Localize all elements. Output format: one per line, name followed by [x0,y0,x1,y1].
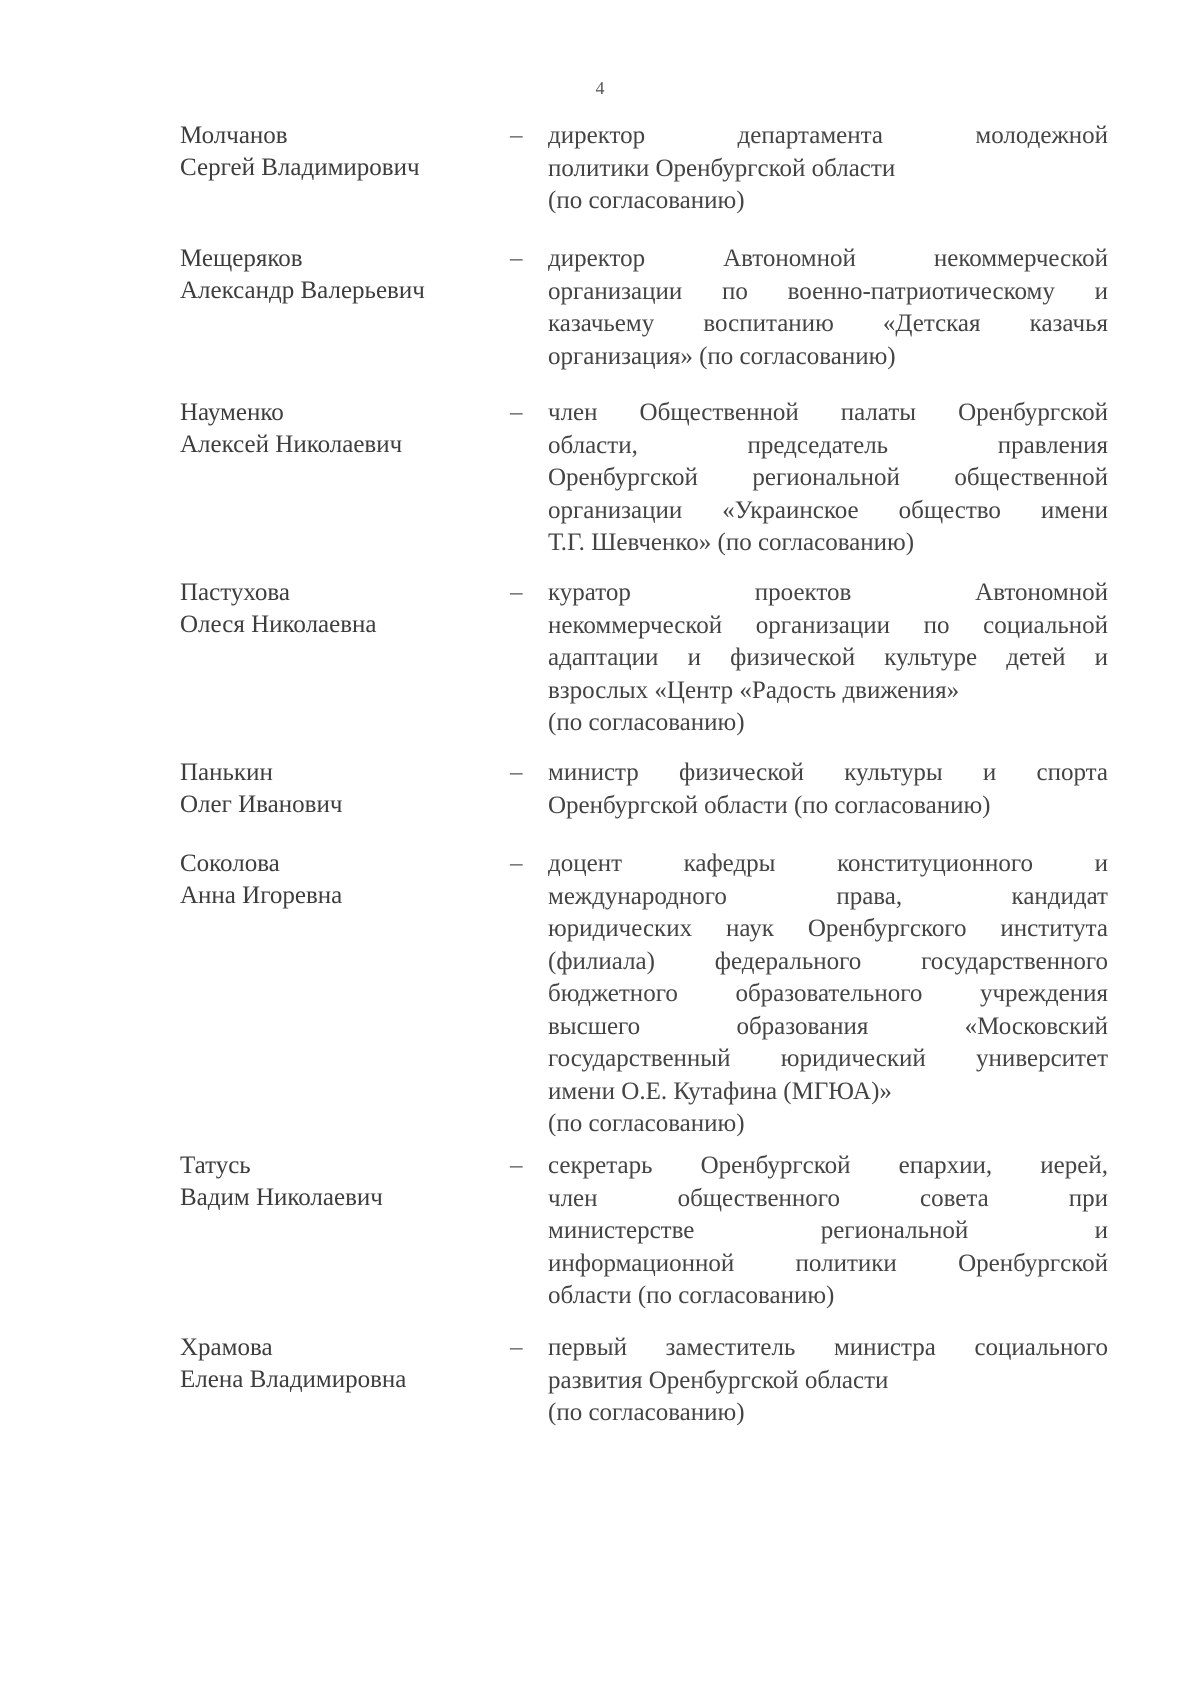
member-given-names: Александр Валерьевич [180,277,425,304]
member-name [180,577,500,641]
position-line: министерстве региональной и [548,1217,1108,1244]
member-surname: Молчанов [180,122,288,149]
position-line: директор Автономной некоммерческой [548,245,1108,272]
dash-separator: – [510,1334,523,1361]
position-line: директор департамента молодежной [548,122,1108,149]
member-given-names: Вадим Николаевич [180,1184,383,1211]
position-line: информационной политики Оренбургской [548,1249,1108,1277]
member-surname: Татусь [180,1152,251,1179]
position-line: министр физической культуры и спорта [548,759,1108,786]
member-position [548,397,1108,560]
dash-separator: – [510,1152,523,1179]
dash-separator: – [510,579,523,606]
position-line: политики Оренбургской области [548,154,896,182]
position-line: Т.Г. Шевченко» (по согласованию) [548,529,915,556]
member-given-names: Олег Иванович [180,791,343,818]
member-surname: Панькин [180,759,273,786]
position-line: Оренбургской области (по согласованию) [548,791,991,819]
member-position [548,243,1108,373]
position-line: (по согласованию) [548,1110,745,1137]
member-position [548,1150,1108,1313]
position-line: развития Оренбургской области [548,1366,889,1394]
position-line: первый заместитель министра социального [548,1334,1108,1361]
member-name [180,243,500,307]
member-position [548,848,1108,1141]
member-given-names: Елена Владимировна [180,1366,407,1393]
dash-separator: – [510,850,523,877]
position-line: адаптации и физической культуре детей и [548,644,1108,671]
position-line: секретарь Оренбургской епархии, иерей, [548,1152,1108,1179]
position-line: области, председатель правления [548,431,1108,459]
position-line: государственный юридический университет [548,1045,1108,1072]
position-line: бюджетного образовательного учреждения [548,980,1108,1007]
member-position [548,1332,1108,1430]
member-name [180,1332,500,1396]
position-line: организация» (по согласованию) [548,342,896,370]
member-surname: Соколова [180,850,280,877]
member-name [180,848,500,912]
position-line: казачьему воспитанию «Детская казачья [548,310,1108,337]
position-line: организации по военно-патриотическому и [548,277,1108,305]
position-line: куратор проектов Автономной [548,579,1108,606]
position-line: доцент кафедры конституционного и [548,850,1108,877]
member-given-names: Алексей Николаевич [180,431,403,458]
member-surname: Храмова [180,1334,273,1361]
dash-separator: – [510,759,523,786]
position-line: (по согласованию) [548,709,745,736]
position-line: член Общественной палаты Оренбургской [548,399,1108,426]
member-position [548,120,1108,218]
member-given-names: Олеся Николаевна [180,611,377,638]
position-line: взрослых «Центр «Радость движения» [548,676,960,704]
position-line: юридических наук Оренбургского института [548,915,1108,942]
member-position [548,757,1108,822]
member-name [180,1150,500,1214]
position-line: организации «Украинское общество имени [548,496,1108,524]
member-given-names: Анна Игоревна [180,882,343,909]
position-line: области (по согласованию) [548,1282,835,1309]
position-line: (по согласованию) [548,1399,745,1426]
member-name [180,397,500,461]
position-line: высшего образования «Московский [548,1012,1108,1040]
position-line: имени О.Е. Кутафина (МГЮА)» [548,1077,892,1105]
position-line: Оренбургской региональной общественной [548,464,1108,491]
member-name [180,757,500,821]
member-given-names: Сергей Владимирович [180,154,420,181]
member-position [548,577,1108,740]
position-line: некоммерческой организации по социальной [548,611,1108,639]
page-number: 4 [595,78,605,98]
member-surname: Мещеряков [180,245,303,272]
dash-separator: – [510,399,523,426]
dash-separator: – [510,245,523,272]
position-line: (по согласованию) [548,187,745,214]
member-name [180,120,500,184]
position-line: международного права, кандидат [548,882,1108,910]
position-line: член общественного совета при [548,1184,1108,1212]
member-surname: Науменко [180,399,284,426]
dash-separator: – [510,122,523,149]
position-line: (филиала) федерального государственного [548,947,1108,975]
member-surname: Пастухова [180,579,290,606]
